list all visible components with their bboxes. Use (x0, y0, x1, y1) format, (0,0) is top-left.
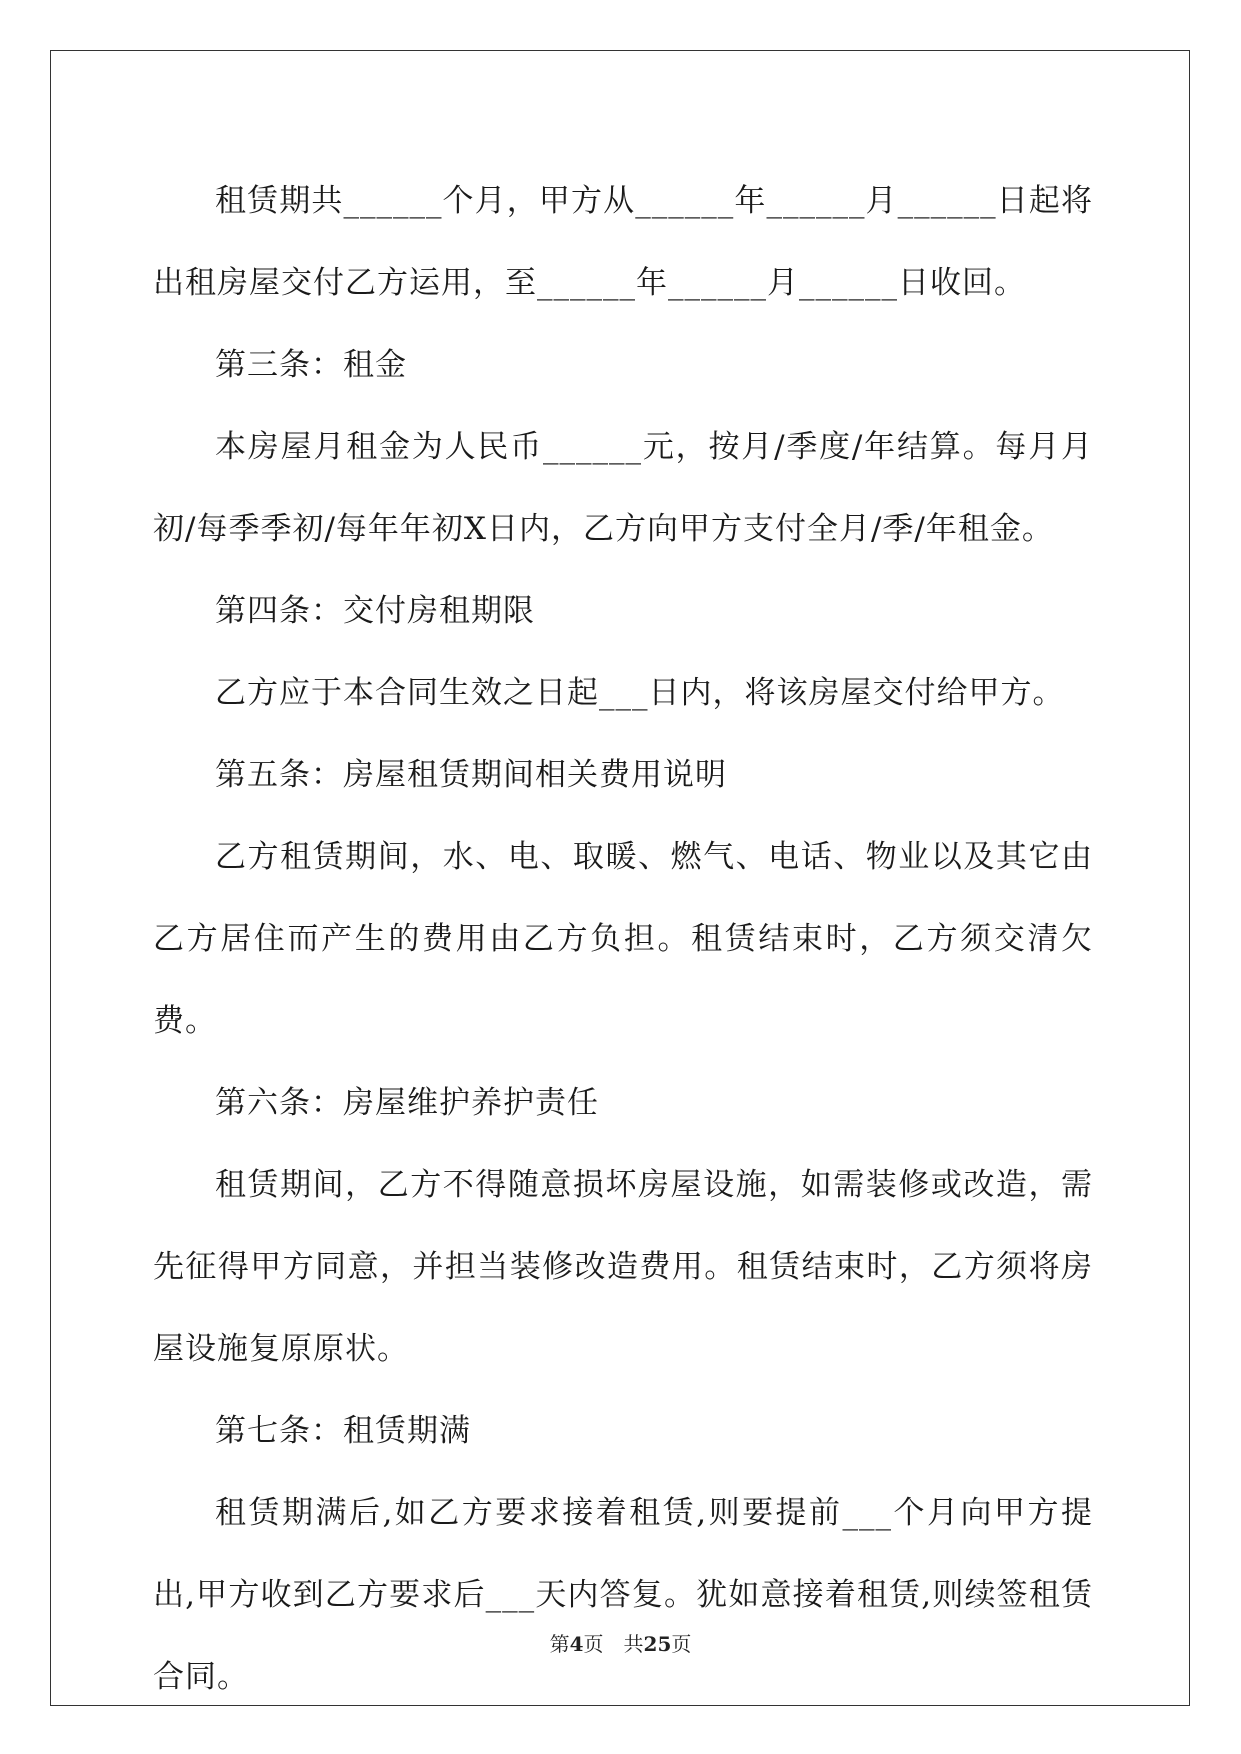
paragraph-rent: 本房屋月租金为人民币______元，按月/季度/年结算。每月月初/每季季初/每年年初X日内，乙方向甲方支付全月/季/年租金。 (153, 429, 1093, 547)
heading-article-6: 第六条：房屋维护养护责任 (215, 1085, 599, 1121)
current-page-number: 4 (569, 1632, 584, 1656)
paragraph-lease-expiry: 租赁期满后,如乙方要求接着租赁,则要提前___个月向甲方提出,甲方收到乙方要求后___天内答复。犹如意接着租赁,则续签租赁合同。 (153, 1495, 1093, 1695)
paragraph-maintenance: 租赁期间，乙方不得随意损坏房屋设施，如需装修或改造，需先征得甲方同意，并担当装修改造费用。租赁结束时，乙方须将房屋设施复原原状。 (153, 1167, 1093, 1367)
heading-article-5: 第五条：房屋租赁期间相关费用说明 (215, 757, 727, 793)
heading-article-7: 第七条：租赁期满 (215, 1413, 471, 1449)
heading-article-4: 第四条：交付房租期限 (215, 593, 535, 629)
footer-mid: 页 共 (583, 1632, 644, 1656)
page-footer (0, 1628, 1241, 1657)
total-page-count: 25 (643, 1632, 672, 1656)
document-body (153, 160, 1093, 1718)
paragraph-fees: 乙方租赁期间，水、电、取暖、燃气、电话、物业以及其它由乙方居住而产生的费用由乙方负担。租赁结束时，乙方须交清欠费。 (153, 839, 1093, 1039)
heading-article-3: 第三条：租金 (215, 347, 407, 383)
paragraph-lease-term: 租赁期共______个月，甲方从______年______月______日起将出租房屋交付乙方运用，至______年______月______日收回。 (153, 183, 1093, 301)
footer-suffix: 页 (671, 1632, 692, 1656)
footer-prefix: 第 (549, 1632, 570, 1656)
paragraph-rent-deadline: 乙方应于本合同生效之日起___日内，将该房屋交付给甲方。 (215, 675, 1065, 711)
